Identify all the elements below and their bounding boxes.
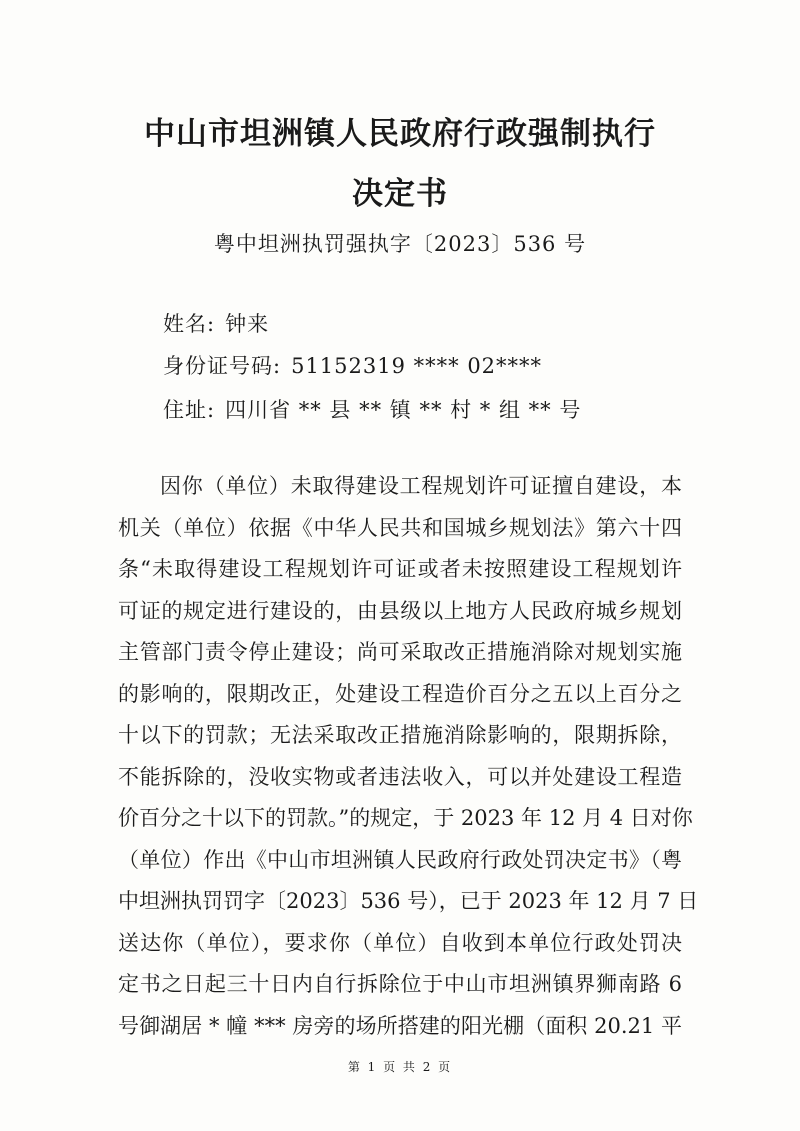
body-line: 的影响的，限期改正，处建设工程造价百分之五以上百分之 (118, 681, 682, 706)
body-line: 主管部门责令停止建设；尚可采取改正措施消除对规划实施 (118, 640, 682, 664)
address-label: 住址: (163, 398, 216, 422)
body-line: 价百分之十以下的罚款。”的规定，于 2023 年 12 月 4 日对你 (118, 806, 693, 830)
party-address-row (163, 394, 581, 424)
body-line: 十以下的罚款；无法采取改正措施消除影响的，限期拆除， (118, 723, 682, 747)
name-label: 姓名: (163, 312, 216, 336)
body-line: 中坦洲执罚罚字〔2023〕536 号），已于 2023 年 12 月 7 日 (118, 889, 699, 913)
name-value: 钟来 (225, 312, 270, 336)
party-id-row (163, 350, 542, 380)
document-title-line2: 决定书 (352, 176, 448, 212)
id-value: 51152319 **** 02**** (291, 354, 543, 378)
document-title-line1: 中山市坦洲镇人民政府行政强制执行 (144, 116, 656, 152)
body-line: 不能拆除的，没收实物或者违法收入，可以并处建设工程造 (118, 764, 682, 789)
body-line: 可证的规定进行建设的，由县级以上地方人民政府城乡规划 (118, 598, 682, 623)
body-line: 机关（单位）依据《中华人民共和国城乡规划法》第六十四 (118, 515, 682, 540)
body-line: 因你（单位）未取得建设工程规划许可证擅自建设，本 (160, 474, 682, 498)
body-line: （单位）作出《中山市坦洲镇人民政府行政处罚决定书》（粤 (118, 847, 682, 872)
document-number: 粤中坦洲执罚强执字〔2023〕536 号 (213, 232, 587, 256)
body-line: 条“未取得建设工程规划许可证或者未按照建设工程规划许 (118, 557, 682, 581)
body-line: 定书之日起三十日内自行拆除位于中山市坦洲镇界狮南路 6 (118, 972, 682, 996)
party-name-row (163, 308, 269, 338)
body-line: 号御湖居 * 幢 *** 房旁的场所搭建的阳光棚（面积 20.21 平 (118, 1013, 682, 1038)
address-value: 四川省 ** 县 ** 镇 ** 村 * 组 ** 号 (225, 398, 582, 422)
page-number-footer: 第 1 页 共 2 页 (347, 1060, 453, 1074)
body-paragraph (118, 466, 699, 1047)
id-label: 身份证号码: (163, 354, 282, 378)
body-line: 送达你（单位），要求你（单位）自收到本单位行政处罚决 (118, 930, 682, 955)
